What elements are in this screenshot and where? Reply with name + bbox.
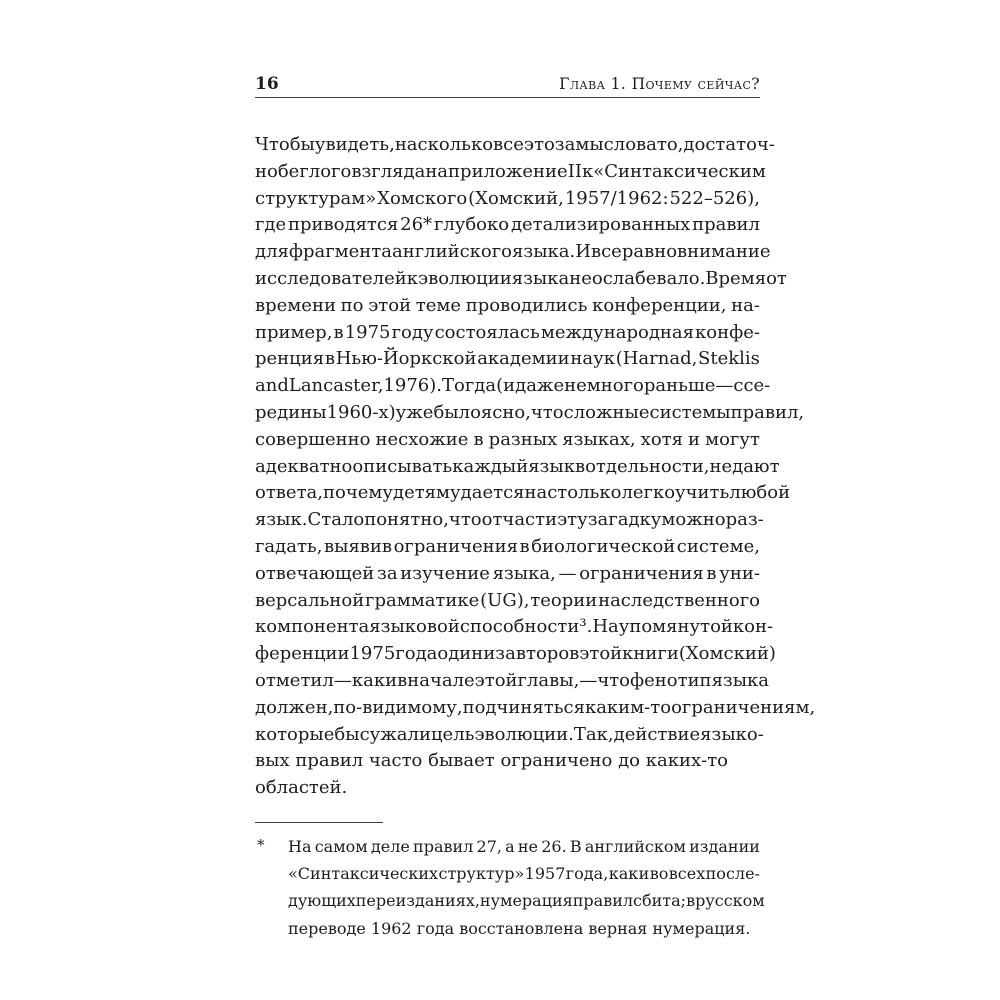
text-line: отвечающей за изучение языка, — ограничения в уни- (255, 562, 760, 584)
footnote-text (288, 833, 765, 942)
text-line: исследователей к эволюции языка не ослабевало. Время от (255, 267, 787, 289)
text-line: пример, в 1975 году состоялась международная конфе- (255, 321, 760, 343)
text-line: язык. Стало понятно, что отчасти эту загадку можно раз- (255, 509, 764, 531)
text-line: времени по этой теме проводились конференции, на- (255, 294, 760, 316)
running-head (255, 76, 760, 98)
footnote (255, 833, 765, 942)
text-line: редины 1960-х) уже было ясно, что сложные системы правил, (255, 401, 805, 423)
footnote-separator (255, 822, 383, 823)
text-line: компонента языковой способности³. На упомянутой кон- (255, 616, 774, 638)
text-line: для фрагмента английского языка. И все равно внимание (255, 241, 771, 263)
text-line: структурам» Хомского (Хомский, 1957/1962: 522–526), (255, 187, 760, 209)
text-line: где приводятся 26* глубоко детализированных правил (255, 214, 760, 236)
text-line: вых правил часто бывает ограничено до каких-то областей. (255, 750, 728, 799)
footnote-marker: * (257, 835, 265, 854)
text-line: гадать, выявив ограничения в биологической системе, (255, 535, 760, 557)
text-line: and Lancaster, 1976). Тогда (и даже немного раньше — с се- (255, 375, 771, 397)
text-line: версальной грамматике (UG), теории наследственного (255, 589, 760, 611)
text-block (255, 74, 816, 942)
body-paragraph (255, 132, 816, 802)
text-line: отметил — как и в начале этой главы, — что фенотип языка (255, 669, 770, 691)
text-line: которые бы сужали цель эволюции. Так, действие языко- (255, 723, 764, 745)
text-line: ференции 1975 года один из авторов этой книги (Хомский) (255, 643, 776, 665)
chapter-title: Глава 1. Почему сейчас? (559, 75, 760, 93)
text-line: должен, по-видимому, подчиняться каким-то ограничениям, (255, 696, 816, 718)
text-line: совершенно несхожие в разных языках, хотя и могут (255, 428, 760, 450)
text-line: ренция в Нью-Йоркской академии наук (Harnad, Steklis (255, 348, 760, 370)
text-line: ответа, почему детям удается настолько легко учить любой (255, 482, 791, 504)
text-line: «Синтаксических структур» 1957 года, как и во всех после- (288, 864, 760, 884)
page-number: 16 (255, 74, 279, 94)
text-line: На самом деле правил 27, а не 26. В английском издании (288, 836, 760, 856)
text-line: переводе 1962 года восстановлена верная нумерация. (288, 918, 751, 938)
text-line: дующих переизданиях, нумерация правил сбита; в русском (288, 891, 765, 911)
text-line: Чтобы увидеть, насколько все это замысловато, достаточ- (255, 134, 775, 155)
text-line: адекватно описывать каждый язык в отдельности, не дают (255, 455, 780, 477)
text-line: но беглого взгляда на приложение II к «Синтаксическим (255, 160, 766, 182)
